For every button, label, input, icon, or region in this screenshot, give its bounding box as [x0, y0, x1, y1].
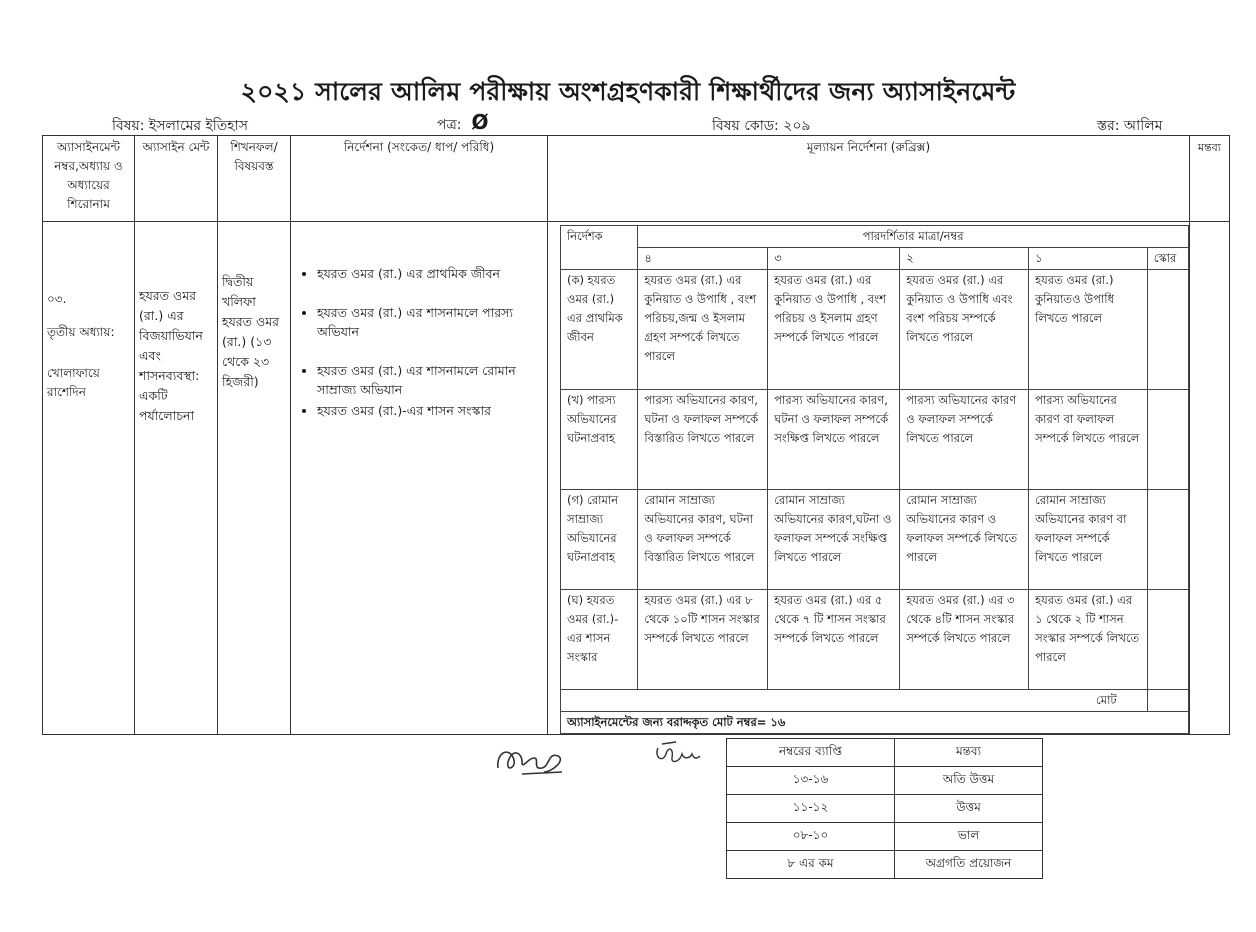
- rubric-indicator: (ক) হযরত ওমর (রা.) এর প্রাথমিক জীবন: [561, 270, 638, 390]
- legend-remark: অগ্রগতি প্রয়োজন: [895, 851, 1043, 879]
- legend-header-remark: মন্তব্য: [895, 739, 1043, 767]
- rubric-indicator: (গ) রোমান সাম্রাজ্য অভিযানের ঘটনাপ্রবাহ: [561, 490, 638, 590]
- instructions-list: [295, 224, 543, 420]
- assignment-cell: হযরত ওমর (রা.) এর বিজয়াভিযান এবং শাসনব্যবস্থা: একটি পর্যালোচনা: [135, 222, 218, 735]
- subject-label: বিষয়: ইসলামের ইতিহাস: [112, 118, 248, 134]
- rubric-cell: রোমান সাম্রাজ্য অভিযানের কারণ, ঘটনা ও ফলাফল সম্পর্কে বিস্তারিত লিখতে পারলে: [638, 490, 768, 590]
- instruction-item: • হযরত ওমর (রা.) এর প্রাথমিক জীবন: [317, 264, 543, 283]
- rubric-cell: রোমান সাম্রাজ্য অভিযানের কারণ ও ফলাফল সম্পর্কে লিখতে পারলে: [900, 490, 1029, 590]
- rubric-cell: রোমান সাম্রাজ্য অভিযানের কারণ বা ফলাফল সম্পর্কে লিখতে পারলে: [1029, 490, 1148, 590]
- legend-range: ১১-১২: [727, 795, 895, 823]
- subject-code: বিষয় কোড: ২০৯: [712, 118, 811, 134]
- rubric-cell: হযরত ওমর (রা.) এর ৩ থেকে ৪টি শাসন সংস্কার সম্পর্কে লিখতে পারলে: [900, 590, 1029, 690]
- assignment-table: [42, 135, 1230, 735]
- rubric-cell: পারস্য অভিযানের কারণ বা ফলাফল সম্পর্কে লিখতে পারলে: [1029, 390, 1148, 490]
- rubric-cell: হযরত ওমর (রা.) এর কুনিয়াত ও উপাধি , বংশ পরিচয় ও ইসলাম গ্রহণ সম্পর্কে লিখতে পারলে: [768, 270, 900, 390]
- rubric-cell: হযরত ওমর (রা.) এর ৫ থেকে ৭ টি শাসন সংস্কার সম্পর্কে লিখতে পারলে: [768, 590, 900, 690]
- instruction-item: • হযরত ওমর (রা.)-এর শাসন সংস্কার: [317, 401, 543, 420]
- instruction-item: • হযরত ওমর (রা.) এর শাসনামলে রোমান সাম্রাজ্য অভিযান: [317, 361, 543, 399]
- rubric-indicator: (খ) পারস্য অভিযানের ঘটনাপ্রবাহ: [561, 390, 638, 490]
- paper-value: Ø: [471, 110, 489, 134]
- rubric-total-score: [1147, 690, 1188, 712]
- rubric-score-header: স্কোর: [1147, 248, 1188, 270]
- rubric-cell: হযরত ওমর (রা.) কুনিয়াতও উপাধি লিখতে পারলে: [1029, 270, 1148, 390]
- rubric-indicator-header: নির্দেশক: [561, 226, 638, 270]
- instruction-item: • হযরত ওমর (রা.) এর শাসনামলে পারস্য অভিযান: [317, 303, 543, 341]
- rubric-cell: হযরত ওমর (রা.) এর কুনিয়াত ও উপাধি এবং বংশ পরিচয় সম্পর্কে লিখতে পারলে: [900, 270, 1029, 390]
- legend-header-range: নম্বরের ব্যাপ্তি: [727, 739, 895, 767]
- rubric-level: ৩: [768, 248, 900, 270]
- outcome-cell: দ্বিতীয় খলিফা হযরত ওমর (রা.) (১৩ থেকে ২৩ হিজরী): [218, 222, 291, 735]
- legend-remark: ভাল: [895, 823, 1043, 851]
- legend-remark: উত্তম: [895, 795, 1043, 823]
- legend-remark: অতি উত্তম: [895, 767, 1043, 795]
- signature-2: [652, 738, 702, 768]
- rubric-score: [1147, 490, 1188, 590]
- signature-1: [492, 738, 572, 782]
- rubric-score: [1147, 270, 1188, 390]
- rubric-level-header: পারদর্শিতার মাত্রা/নম্বর: [638, 226, 1189, 248]
- page-title: ২০২১ সালের আলিম পরীক্ষায় অংশগ্রহণকারী শিক্ষার্থীদের জন্য অ্যাসাইনমেন্ট: [240, 77, 1016, 106]
- paper-label: পত্র:: [437, 117, 462, 133]
- paper-field: [437, 110, 489, 137]
- instructions-cell: [291, 222, 548, 735]
- header-instructions: নির্দেশনা (সংকেত/ ধাপ/ পরিধি): [291, 136, 548, 222]
- header-assignment: অ্যাসাইন মেন্ট: [135, 136, 218, 222]
- rubric-cell: পারস্য অভিযানের কারণ, ঘটনা ও ফলাফল সম্পর্কে বিস্তারিত লিখতে পারলে: [638, 390, 768, 490]
- header-evaluation: মূল্যায়ন নির্দেশনা (রুব্রিক্স): [548, 136, 1190, 222]
- rubric-cell: হযরত ওমর (রা.) এর ৮ থেকে ১০টি শাসন সংস্কার সম্পর্কে লিখতে পারলে: [638, 590, 768, 690]
- rubric-level: ১: [1029, 248, 1148, 270]
- chapter-cell: [43, 222, 135, 735]
- header-assignment-no: অ্যাসাইনমেন্ট নম্বর,অধ্যায় ও অধ্যায়ের শিরোনাম: [43, 136, 135, 222]
- rubric-score: [1147, 390, 1188, 490]
- rubric-total-label: মোট: [561, 690, 1148, 712]
- rubric-level: ২: [900, 248, 1029, 270]
- rubric-cell: রোমান সাম্রাজ্য অভিযানের কারণ,ঘটনা ও ফলাফল সম্পর্কে সংক্ষিপ্ত লিখতে পারলে: [768, 490, 900, 590]
- chapter-number: ০৩.: [47, 292, 67, 306]
- rubric-cell: পারস্য অভিযানের কারণ, ঘটনা ও ফলাফল সম্পর্কে সংক্ষিপ্ত লিখতে পারলে: [768, 390, 900, 490]
- chapter-label: তৃতীয় অধ্যায়:: [47, 325, 115, 339]
- header-remarks: মন্তব্য: [1190, 136, 1230, 222]
- rubric-level: ৪: [638, 248, 768, 270]
- allotted-marks: অ্যাসাইনমেন্টের জন্য বরাদ্দকৃত মোট নম্বর= ১৬: [561, 712, 1189, 734]
- rubric-indicator: (ঘ) হযরত ওমর (রা.)- এর শাসন সংস্কার: [561, 590, 638, 690]
- rubric-table: [560, 225, 1189, 734]
- grade-legend-table: [726, 738, 1043, 879]
- rubric-cell: [548, 222, 1190, 735]
- header-outcome: শিখনফল/ বিষয়বস্ত: [218, 136, 291, 222]
- legend-range: ৮ এর কম: [727, 851, 895, 879]
- chapter-title: খোলাফায়ে রাশেদিন: [47, 366, 100, 399]
- rubric-cell: হযরত ওমর (রা.) এর কুনিয়াত ও উপাধি , বংশ পরিচয়,জন্ম ও ইসলাম গ্রহণ সম্পর্কে লিখতে পারলে: [638, 270, 768, 390]
- level-label: স্তর: আলিম: [1097, 118, 1163, 134]
- rubric-cell: পারস্য অভিযানের কারণ ও ফলাফল সম্পর্কে লিখতে পারলে: [900, 390, 1029, 490]
- remarks-cell: [1190, 222, 1230, 735]
- legend-range: ১৩-১৬: [727, 767, 895, 795]
- legend-range: ০৮-১০: [727, 823, 895, 851]
- rubric-cell: হযরত ওমর (রা.) এর ১ থেকে ২ টি শাসন সংস্কার সম্পর্কে লিখতে পারলে: [1029, 590, 1148, 690]
- rubric-score: [1147, 590, 1188, 690]
